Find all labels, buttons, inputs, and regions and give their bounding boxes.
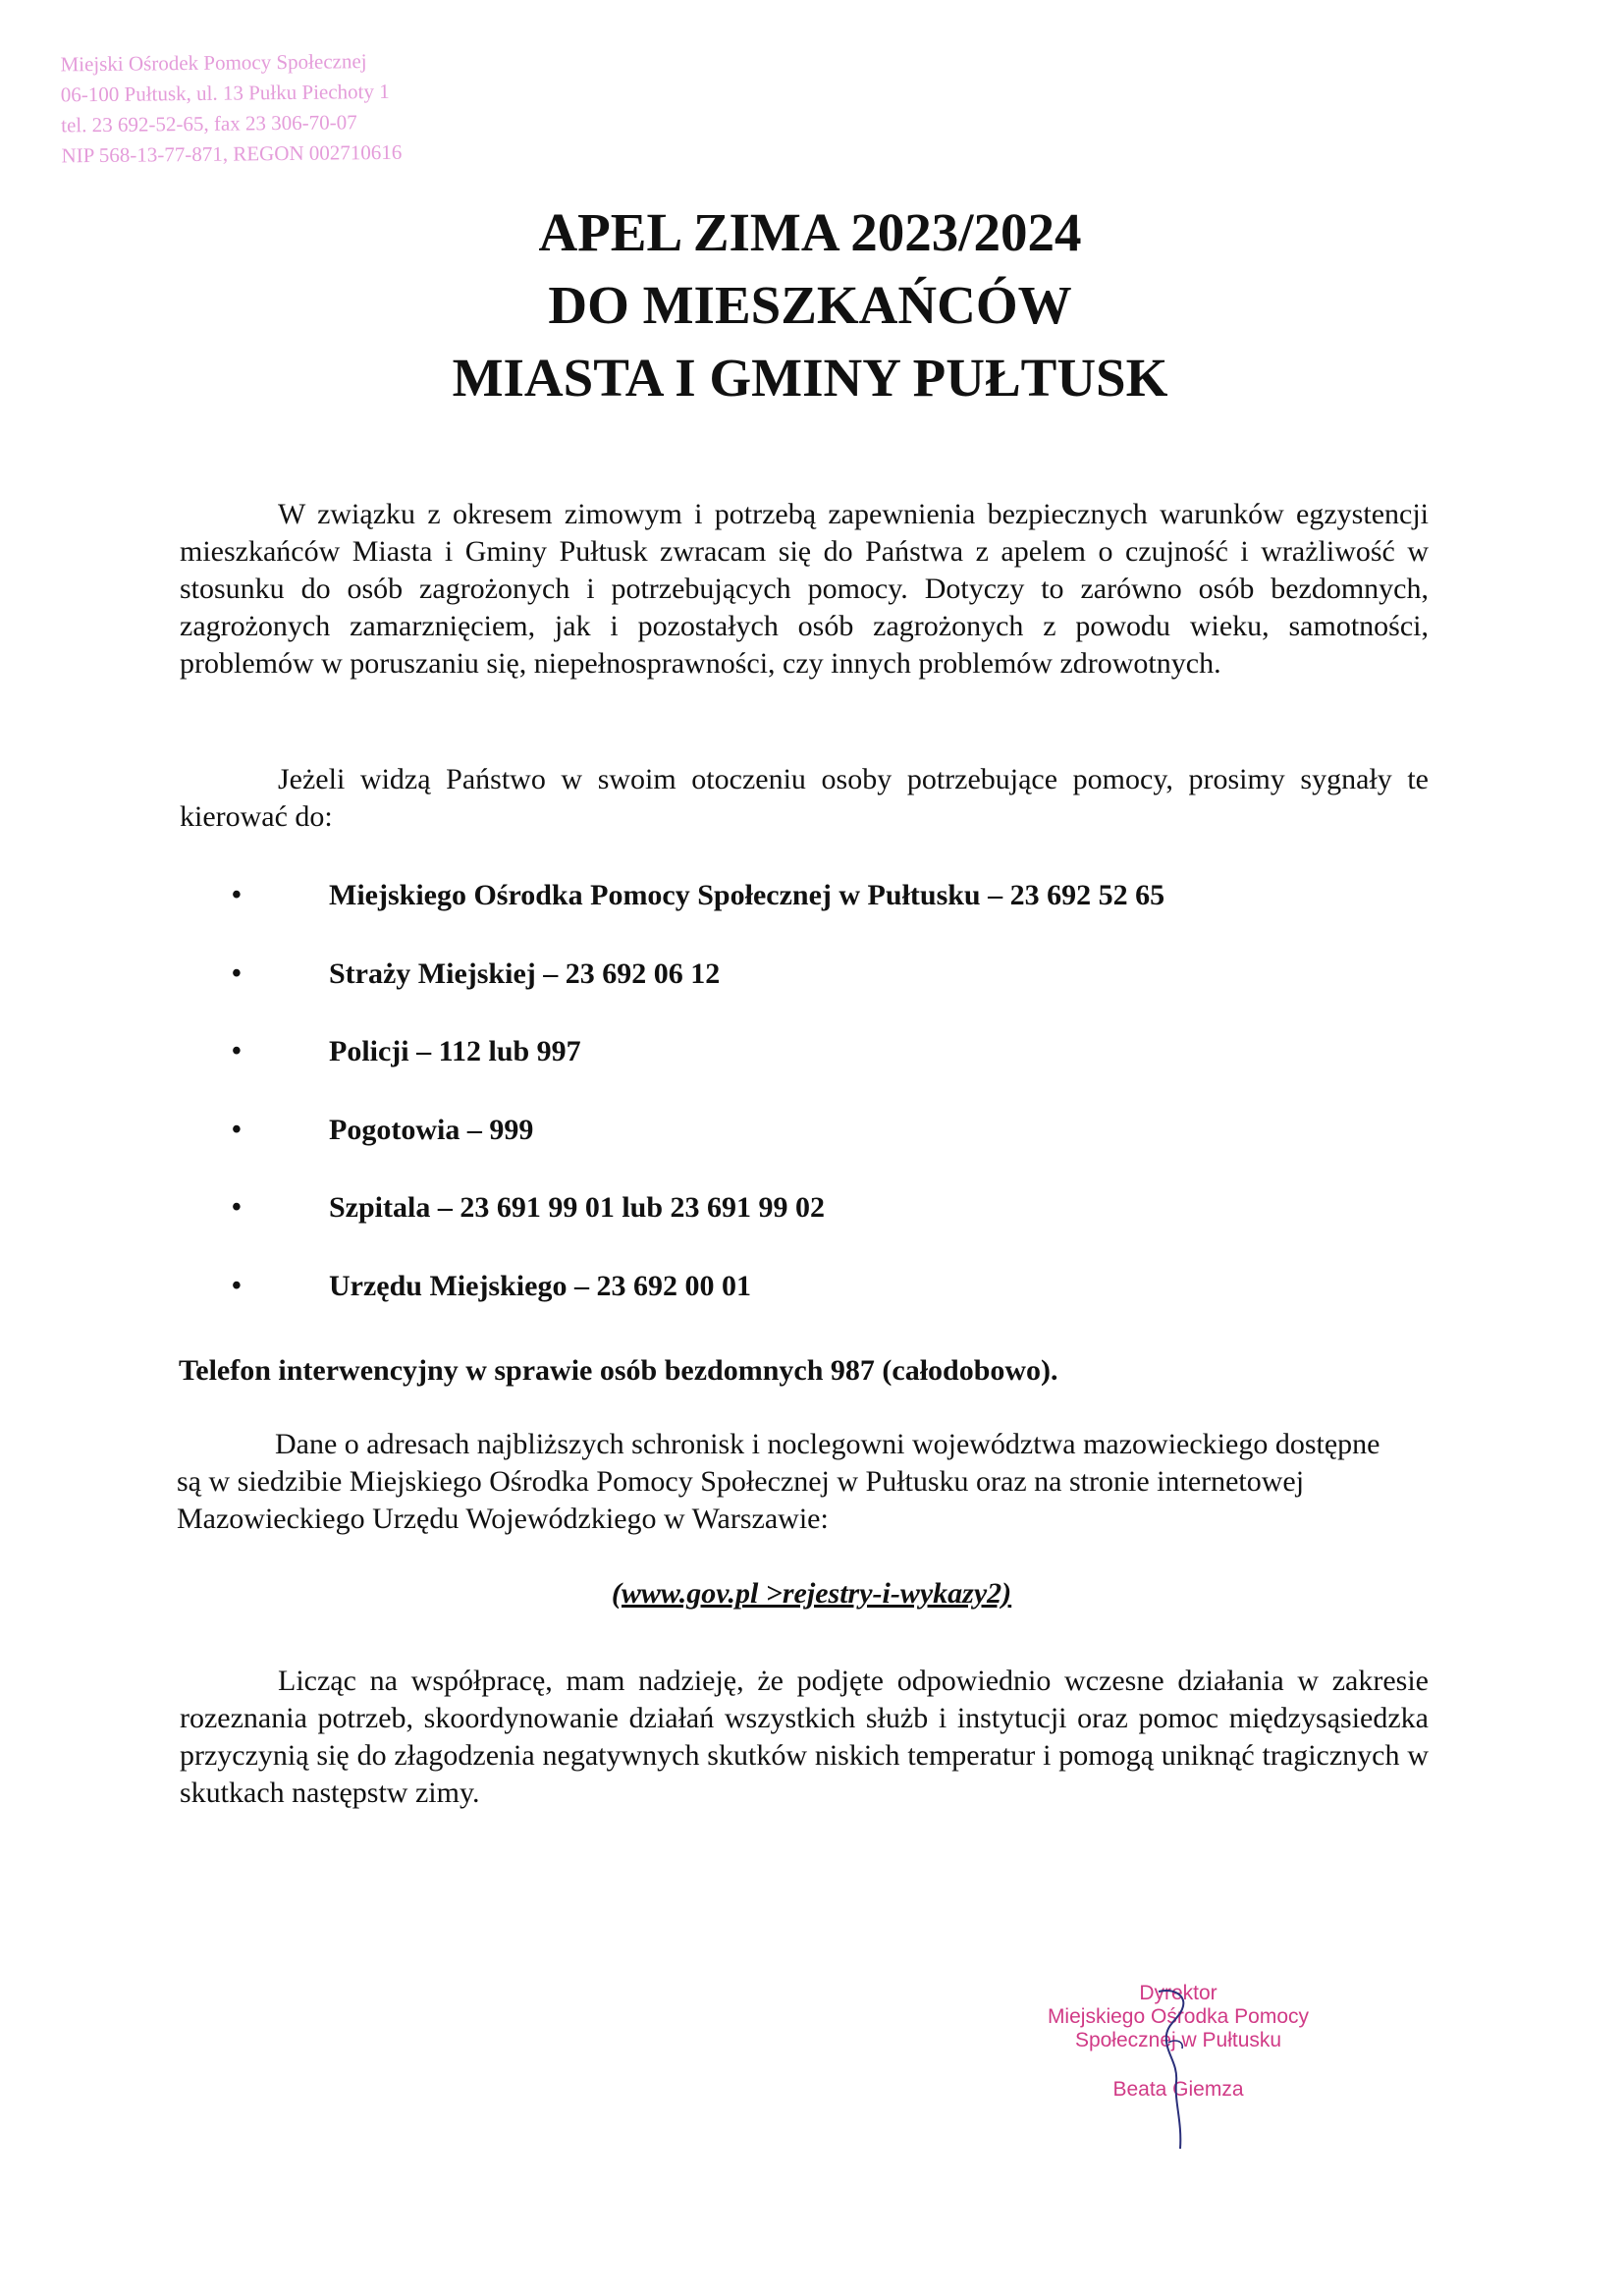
- bullet-icon: •: [232, 957, 242, 989]
- title-line: APEL ZIMA 2023/2024: [538, 202, 1082, 262]
- intro-text: W związku z okresem zimowym i potrzebą zapewnienia bezpiecznych warunków egzystencji mieszkańców Miasta i Gminy Pułtusk zwracam się do Państwa z apelem o czujność i wrażliwość w stosunku do osób zagrożonych i potrzebujących pomocy. Dotyczy to zarówno osób bezdomnych, zagrożonych zamarznięciem, jak i pozostałych osób zagrożonych z powodu wieku, samotności, problemów w poruszaniu się, niepełnosprawności, czy innych problemów zdrowotnych.: [180, 498, 1429, 680]
- document-title: [177, 196, 1443, 414]
- list-item: [226, 955, 1164, 1033]
- list-item: [226, 1267, 1164, 1345]
- list-item: [226, 1111, 1164, 1189]
- request-paragraph: [180, 761, 1429, 836]
- bullet-icon: •: [232, 880, 242, 910]
- title-line: MIASTA I GMINY PUŁTUSK: [452, 348, 1168, 408]
- contact-text: Policji – 112 lub 997: [329, 1035, 581, 1067]
- stamp-line: 06-100 Pułtusk, ul. 13 Pułku Piechoty 1: [60, 79, 390, 107]
- handwritten-signature-icon: [1139, 1984, 1227, 2160]
- title-line: DO MIESZKAŃCÓW: [548, 275, 1072, 335]
- closing-paragraph: [180, 1663, 1429, 1812]
- bullet-icon: •: [232, 1270, 242, 1301]
- closing-text: Licząc na współpracę, mam nadzieję, że podjęte odpowiednio wczesne działania w zakresie rozeznania potrzeb, skoordynowanie działań wszystkich służb i instytucji oraz pomoc międzysąsiedzka przyczynią się do złagodzenia negatywnych skutków niskich temperatur i pomogą uniknąć tragicznych w skutkach następstw zimy.: [180, 1665, 1429, 1809]
- stamp-line: tel. 23 692-52-65, fax 23 306-70-07: [61, 110, 357, 137]
- contact-text: Urzędu Miejskiego – 23 692 00 01: [329, 1269, 751, 1302]
- gov-link[interactable]: (www.gov.pl >rejestry-i-wykazy2): [611, 1577, 1012, 1610]
- contact-text: Pogotowia – 999: [329, 1113, 534, 1146]
- shelters-paragraph: [177, 1426, 1404, 1538]
- contact-list: [226, 876, 1164, 1344]
- intro-paragraph: [180, 496, 1429, 683]
- bullet-icon: •: [232, 1192, 242, 1223]
- contact-text: Szpitala – 23 691 99 01 lub 23 691 99 02: [329, 1191, 826, 1224]
- institution-stamp: [60, 45, 513, 172]
- hotline-text: Telefon interwencyjny w sprawie osób bezdomnych 987 (całodobowo).: [179, 1354, 1058, 1387]
- list-item: [226, 1188, 1164, 1267]
- bullet-icon: •: [232, 1036, 242, 1066]
- signature-org-line: Miejskiego Ośrodka Pomocy: [1047, 2005, 1310, 2028]
- contact-text: Miejskiego Ośrodka Pomocy Społecznej w Pułtusku – 23 692 52 65: [329, 879, 1165, 911]
- request-text: Jeżeli widzą Państwo w swoim otoczeniu osoby potrzebujące pomocy, prosimy sygnały te kierować do:: [180, 763, 1429, 833]
- list-item: [226, 1032, 1164, 1111]
- contact-text: Straży Miejskiej – 23 692 06 12: [329, 957, 721, 990]
- list-item: [226, 876, 1164, 955]
- shelters-text: Dane o adresach najbliższych schronisk i noclegowni województwa mazowieckiego dostępne są w siedzibie Miejskiego Ośrodka Pomocy Społecznej w Pułtusku oraz na stronie internetowej Mazowieckiego Urzędu Wojewódzkiego w Warszawie:: [177, 1428, 1380, 1535]
- signature-org-line: Społecznej w Pułtusku: [1074, 2029, 1282, 2051]
- signature-role: Dyrektor: [1139, 1982, 1217, 2004]
- bullet-icon: •: [232, 1114, 242, 1145]
- signature-name: Beata Giemza: [1112, 2078, 1244, 2101]
- stamp-line: NIP 568-13-77-871, REGON 002710616: [61, 139, 403, 168]
- stamp-line: Miejski Ośrodek Pomocy Społecznej: [60, 49, 367, 77]
